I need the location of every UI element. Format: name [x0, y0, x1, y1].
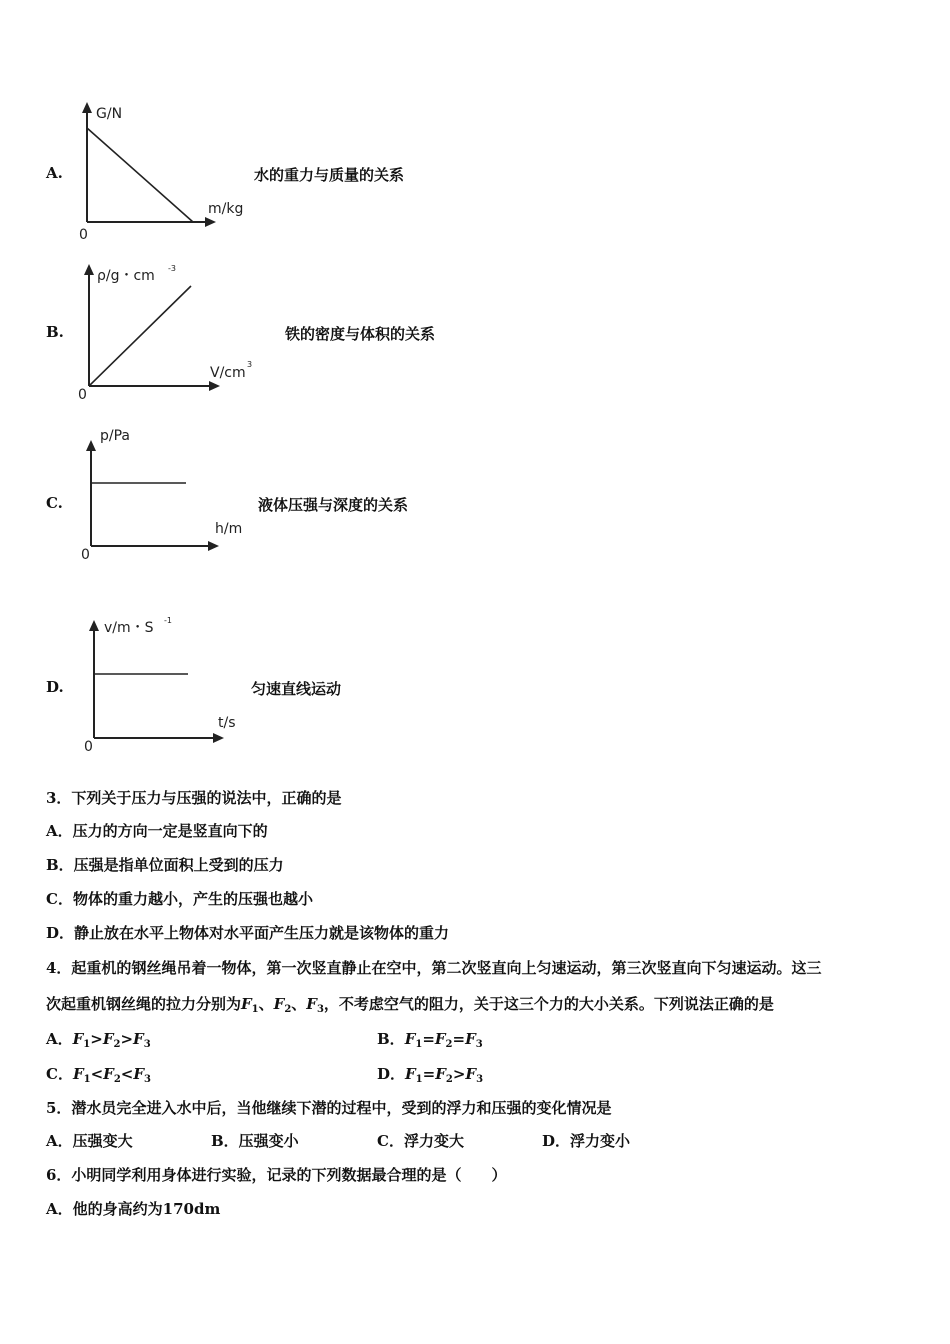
graph-c-x-arrow	[208, 541, 219, 551]
graph-b-y-label-sup: -3	[168, 264, 176, 273]
option-b-letter: B.	[46, 323, 64, 341]
q5-option-b: B．压强变小	[211, 1132, 299, 1150]
graph-d-x-label: t/s	[218, 715, 236, 731]
graph-d-origin: 0	[84, 739, 93, 755]
graph-d-y-label: v/m・S	[104, 620, 154, 636]
graph-b-trend-line	[89, 286, 191, 386]
q4-stem-line2-b: ，不考虑空气的阻力，关于这三个力的大小关系。下列说法正确的是	[323, 995, 774, 1013]
graph-d-y-label-sup: -1	[164, 616, 172, 625]
graph-a-x-label: m/kg	[208, 201, 244, 217]
q5-option-d: D．浮力变小	[542, 1132, 631, 1150]
q4-option-a: A．$F_1>F_2>F_3$	[46, 1030, 151, 1050]
q6-option-a: A．他的身高约为170dm	[46, 1200, 221, 1218]
q4-option-b: B．$F_1=F_2=F_3$	[377, 1030, 483, 1050]
option-d-letter: D.	[46, 678, 64, 696]
graph-a-trend-line	[87, 128, 193, 222]
graph-a-caption: 水的重力与质量的关系	[254, 166, 405, 184]
graph-a-origin: 0	[79, 227, 88, 243]
q4-option-d: D．$F_1=F_2>F_3$	[377, 1065, 484, 1085]
graph-d-x-arrow	[213, 733, 224, 743]
graph-d-caption: 匀速直线运动	[251, 680, 342, 698]
q4-stem-line2: 次起重机钢丝绳的拉力分别为$F_1$、$F_2$、$F_3$，不考虑空气的阻力，关于这三个力的大小关系。下列说法正确的是	[46, 995, 774, 1015]
option-a-letter: A.	[46, 164, 63, 182]
graph-a-gravity-mass	[60, 100, 260, 245]
graph-b-y-arrow	[84, 264, 94, 275]
q3-option-c: C．物体的重力越小，产生的压强也越小	[46, 890, 313, 908]
q5-option-c: C．浮力变大	[377, 1132, 464, 1150]
q5-option-a: A．压强变大	[46, 1132, 133, 1150]
q4-option-c: C．$F_1<F_2<F_3$	[46, 1065, 151, 1085]
graph-b-y-label: ρ/g・cm	[97, 268, 155, 284]
graph-b-origin: 0	[78, 387, 87, 403]
graph-c-y-label: p/Pa	[100, 428, 130, 444]
graph-b-x-label-sup: 3	[247, 360, 253, 369]
q6-stem: 6．小明同学利用身体进行实验，记录的下列数据最合理的是（ ）	[46, 1166, 507, 1184]
graph-c-pressure-depth	[60, 420, 260, 565]
graph-d-velocity-time	[60, 608, 260, 753]
graph-d-y-arrow	[89, 620, 99, 631]
graph-c-origin: 0	[81, 547, 90, 563]
graph-c-caption: 液体压强与深度的关系	[258, 496, 409, 514]
graph-c-y-arrow	[86, 440, 96, 451]
graph-a-x-arrow	[205, 217, 216, 227]
graph-a-y-arrow	[82, 102, 92, 113]
q4-stem-line1: 4．起重机的钢丝绳吊着一物体，第一次竖直静止在空中，第二次竖直向上匀速运动，第三次竖直向下匀速运动。这三	[46, 959, 822, 977]
graph-c-x-label: h/m	[215, 521, 243, 537]
q3-option-b: B．压强是指单位面积上受到的压力	[46, 856, 284, 874]
graph-b-density-volume	[60, 260, 270, 405]
q5-stem: 5．潜水员完全进入水中后，当他继续下潜的过程中，受到的浮力和压强的变化情况是	[46, 1099, 612, 1117]
q4-stem-line2-a: 次起重机钢丝绳的拉力分别为	[46, 995, 242, 1013]
q3-option-a: A．压力的方向一定是竖直向下的	[46, 822, 268, 840]
option-c-letter: C.	[46, 494, 63, 512]
graph-b-x-arrow	[209, 381, 220, 391]
graph-b-caption: 铁的密度与体积的关系	[285, 325, 436, 343]
graph-a-y-label: G/N	[96, 106, 123, 122]
q3-option-d: D．静止放在水平上物体对水平面产生压力就是该物体的重力	[46, 924, 450, 942]
graph-b-x-label: V/cm	[210, 365, 246, 381]
q3-stem: 3．下列关于压力与压强的说法中，正确的是	[46, 789, 342, 807]
